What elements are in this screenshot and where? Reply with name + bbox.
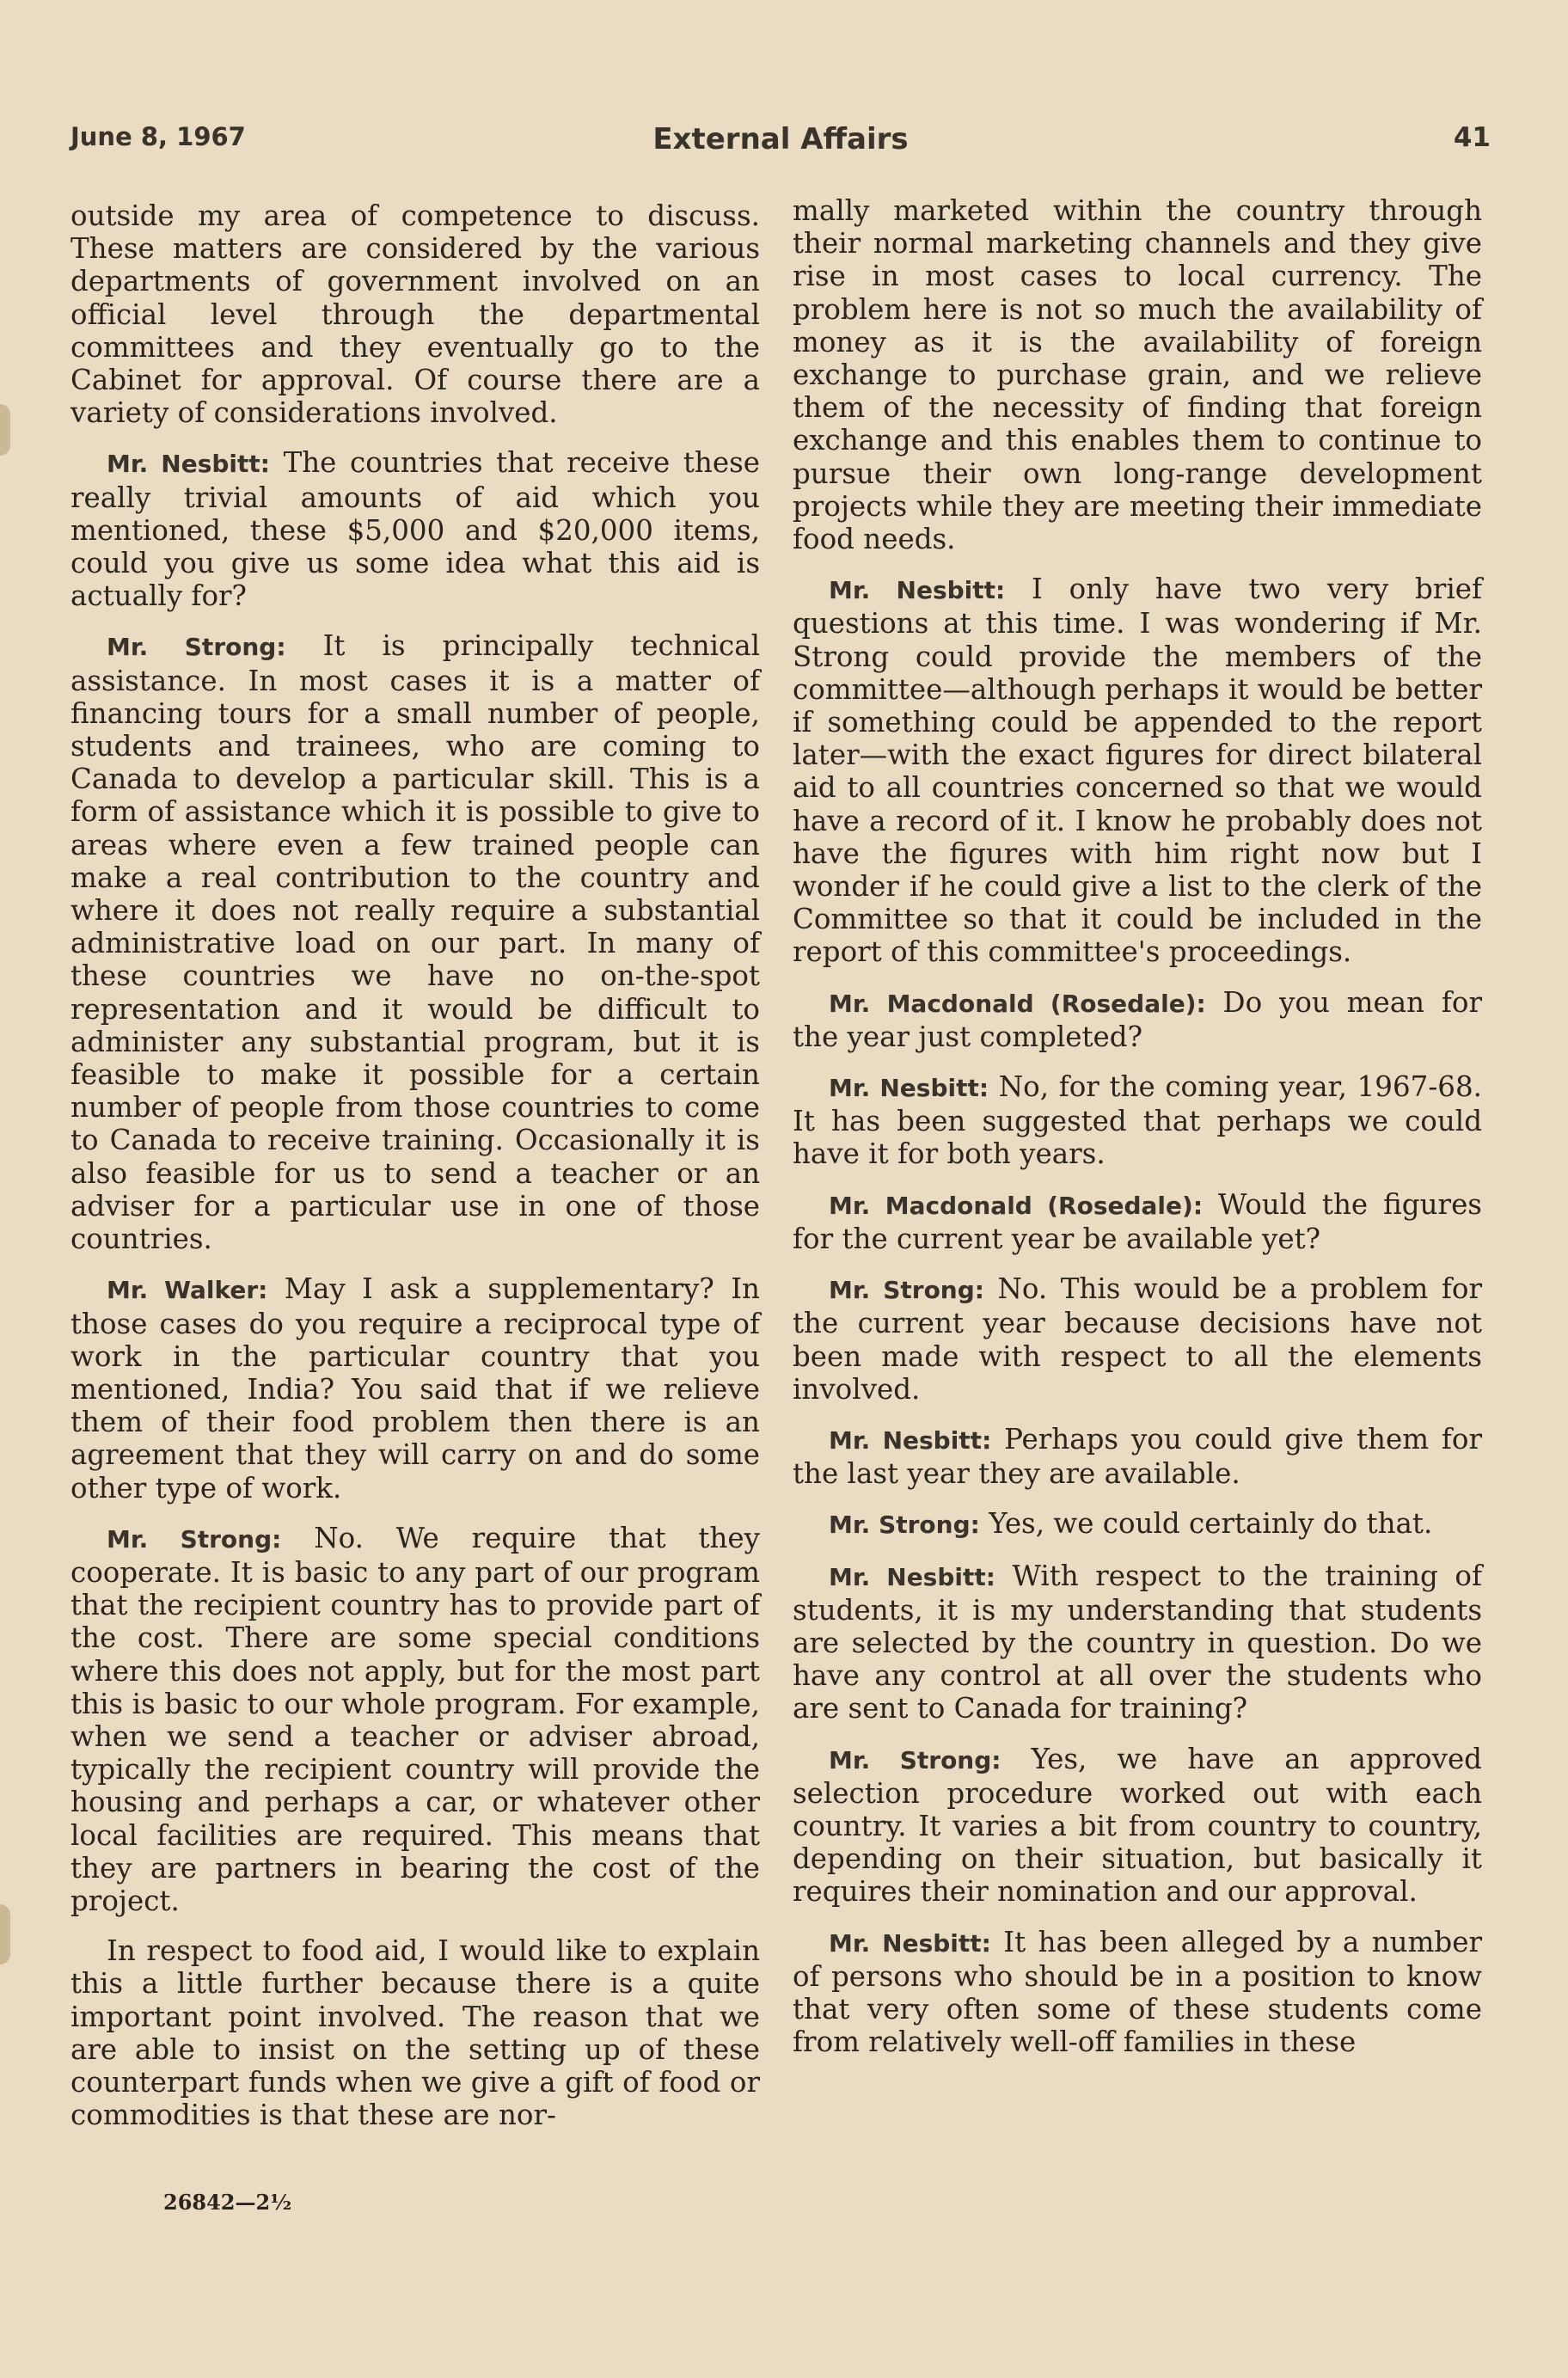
paragraph [793,1272,1482,1406]
paragraph-text: outside my area of competence to discuss. These matters are considered by the various departments of government involved on an official level through the departmental committees and they eventually go to the Cabinet for approval. Of course there are a variety of considerations involved. [70,199,760,430]
paragraph [70,1522,760,1917]
left-column [70,199,760,2148]
speaker-name: Mr. Strong: [829,1276,984,1305]
paragraph-text: Yes, we could certainly do that. [989,1507,1433,1541]
paragraph [70,1934,760,2131]
paragraph-text: mally marketed within the country through their normal marketing channels and they give rise in most cases to local currency. The problem here is not so much the availability of money as it is the availability of foreign exchange to purchase grain, and we relieve them of the necessity of finding that foreign exchange and this enables them to continue to pursue their own long-range development projects while they are meeting their immediate food needs. [793,194,1482,556]
binding-hole-mark [0,1904,10,1964]
speaker-name: Mr. Nesbitt: [829,576,1006,605]
speaker-name: Mr. Macdonald (Rosedale): [829,1191,1204,1220]
paragraph [793,194,1482,555]
running-header [70,122,1491,167]
paragraph [793,1423,1482,1490]
speaker-name: Mr. Macdonald (Rosedale): [829,989,1206,1018]
paragraph-text: It has been alleged by a number of persons who should be in a position to know that very often some of these students come from relatively well-off families in these [793,1925,1482,2059]
paragraph-text: No. We require that they cooperate. It is basic to any part of our program that the recipient country has to provide part of the cost. There are some special conditions where this does not apply, but for the most part this is basic to our whole program. For example, when we send a teacher or adviser abroad, typically the recipient country will provide the housing and perhaps a car, or whatever other local facilities are required. This means that they are partners in bearing the cost of the project. [70,1521,760,1917]
paragraph-text: The countries that receive these really trivial amounts of aid which you mentioned, these $5,000 and $20,000 items, could you give us some idea what this aid is actually for? [70,446,760,613]
binding-hole-mark [0,404,10,456]
speaker-name: Mr. Nesbitt: [829,1425,992,1455]
page-number: 41 [1453,122,1491,153]
paragraph [793,1743,1482,1909]
paragraph-text: May I ask a supplementary? In those cases do you require a reciprocal type of work in the particular country that you mentioned, India? You said that if we relieve them of their food problem then there is an agreement that they will carry on and do some other type of work. [70,1272,760,1505]
speaker-name: Mr. Nesbitt: [107,450,270,479]
paragraph-text: Perhaps you could give them for the last year they are available. [793,1422,1482,1491]
paragraph [793,1507,1482,1541]
speaker-name: Mr. Strong: [107,1524,282,1554]
header-date: June 8, 1967 [70,122,246,151]
paragraph [70,629,760,1255]
speaker-name: Mr. Walker: [107,1276,268,1305]
paragraph [793,1560,1482,1725]
speaker-name: Mr. Nesbitt: [829,1562,995,1591]
paragraph [793,1070,1482,1171]
paragraph-text: No. This would be a problem for the current year because decisions have not been made with respect to all the elements involved. [793,1272,1482,1406]
header-title: External Affairs [652,122,909,156]
paragraph-text: No, for the coming year, 1967-68. It has been suggested that perhaps we could have it for both years. [793,1070,1482,1171]
speaker-name: Mr. Nesbitt: [829,1074,989,1103]
speaker-name: Mr. Nesbitt: [829,1928,991,1958]
right-column [793,194,1482,2075]
paragraph [70,446,760,612]
speaker-name: Mr. Strong: [829,1745,1001,1774]
speaker-name: Mr. Strong: [107,633,286,662]
paragraph-text: I only have two very brief questions at this time. I was wondering if Mr. Strong could provide the members of the committee—although perhaps it would be better if something could be appended to the report later—with the exact figures for direct bilateral aid to all countries concerned so that we would have a record of it. I know he probably does not have the figures with him right now but I wonder if he could give a list to the clerk of the Committee so that it could be included in the report of this committee's proceedings. [793,573,1482,969]
paragraph [70,1272,760,1504]
speaker-name: Mr. Strong: [829,1511,980,1540]
paragraph-text: With respect to the training of students, it is my understanding that students are selected by the country in question. Do we have any control at all over the students who are sent to Canada for training? [793,1559,1482,1725]
paragraph-text: It is principally technical assistance. In most cases it is a matter of financing tours for a small number of people, students and trainees, who are coming to Canada to develop a particular skill. This is a form of assistance which it is possible to give to areas where even a few trained people can make a real contribution to the country and where it does not really require a substantial administrative load on our part. In many of these countries we have no on-the-spot representation and it would be difficult to administer any substantial program, but it is feasible to make it possible for a certain number of people from those countries to come to Canada to receive training. Occasionally it is also feasible for us to send a teacher or an adviser for a particular use in one of those countries. [70,629,760,1256]
paragraph-text: In respect to food aid, I would like to explain this a little further because there is a quite important point involved. The reason that we are able to insist on the setting up of these counterpart funds when we give a gift of food or commodities is that these are nor- [70,1934,760,2132]
paragraph-text: Yes, we have an approved selection procedure worked out with each country. It varies a bit from country to country, depending on their situation, but basically it requires their nomination and our approval. [793,1742,1482,1909]
paragraph [793,573,1482,968]
paragraph [793,986,1482,1053]
paragraph [793,1188,1482,1255]
paragraph [70,199,760,429]
paragraph [793,1926,1482,2059]
paragraph-text: Do you mean for the year just completed? [793,985,1482,1053]
printer-signature-code: 26842—2½ [163,2190,292,2215]
paragraph-text: Would the figures for the current year be available yet? [793,1187,1482,1255]
